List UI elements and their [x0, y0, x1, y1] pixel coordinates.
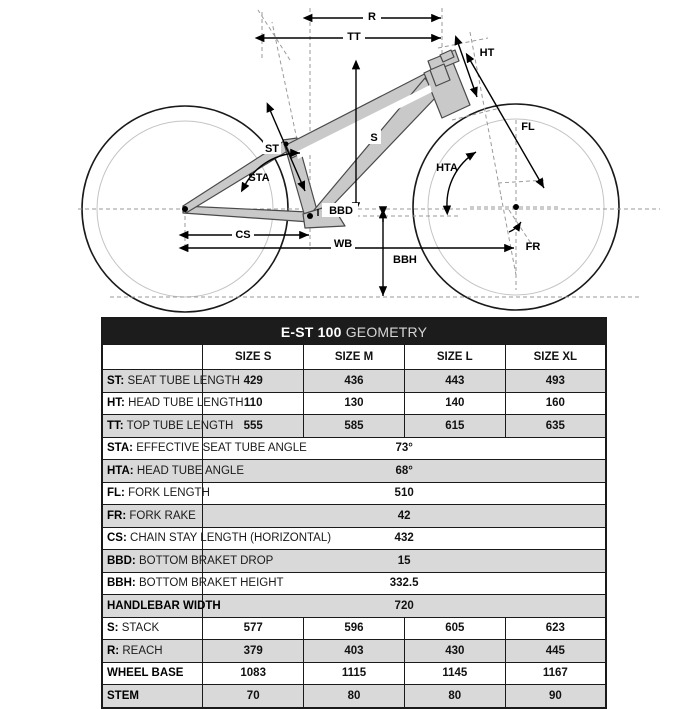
- row-code: HT:: [107, 397, 125, 410]
- row-label-cell: [102, 617, 203, 640]
- row-description: FORK LENGTH: [128, 487, 210, 500]
- row-description: REACH: [122, 644, 163, 657]
- row-description: FORK RAKE: [129, 509, 196, 522]
- row-value-cell: 445: [505, 640, 606, 663]
- geometry-table: [101, 317, 607, 709]
- row-value-cell: 555: [203, 415, 304, 438]
- label-BBD: BBD: [329, 205, 353, 217]
- label-STA: STA: [248, 172, 270, 184]
- row-value-cell: 90: [505, 685, 606, 708]
- row-value-all-sizes: 720: [203, 595, 606, 618]
- row-code: S:: [107, 622, 119, 635]
- label-ST: ST: [264, 143, 280, 155]
- row-value-cell: 80: [404, 685, 505, 708]
- table-header-row: [102, 345, 606, 370]
- table-row: [102, 460, 606, 483]
- table-title-row: [102, 318, 606, 345]
- table-row: [102, 550, 606, 573]
- row-description: HEAD TUBE LENGTH: [128, 397, 244, 410]
- table-row: [102, 482, 606, 505]
- table-row: [102, 370, 606, 393]
- row-code: BBH:: [107, 577, 136, 590]
- bike-diagram-svg: [0, 0, 700, 312]
- row-value-cell: 1083: [203, 662, 304, 685]
- row-value-cell: 130: [304, 392, 405, 415]
- table-row: [102, 685, 606, 708]
- table-row: [102, 595, 606, 618]
- row-code: HTA:: [107, 464, 134, 477]
- row-label-cell: [102, 640, 203, 663]
- row-label-cell: [102, 550, 274, 573]
- row-code: R:: [107, 644, 120, 657]
- header-size-l: SIZE L: [404, 345, 505, 370]
- table-row: [102, 640, 606, 663]
- row-description: STACK: [121, 622, 160, 635]
- row-label-cell: [102, 572, 284, 595]
- row-value-cell: 140: [404, 392, 505, 415]
- row-label-cell: [102, 595, 221, 618]
- row-label-cell: [102, 482, 210, 505]
- header-size-s: SIZE S: [203, 345, 304, 370]
- row-value-cell: 1115: [304, 662, 405, 685]
- row-value-all-sizes: 432: [203, 527, 606, 550]
- row-label-cell: [102, 460, 244, 483]
- row-value-cell: 493: [505, 370, 606, 393]
- row-value-cell: 436: [304, 370, 405, 393]
- row-value-cell: 577: [203, 617, 304, 640]
- row-description: HEAD TUBE ANGLE: [136, 464, 244, 477]
- title-word-geometry: GEOMETRY: [345, 323, 428, 340]
- row-value-cell: 80: [304, 685, 405, 708]
- header-size-xl: SIZE XL: [505, 345, 606, 370]
- row-description: SEAT TUBE LENGTH: [127, 374, 240, 387]
- row-description: STEM: [107, 689, 139, 702]
- table-row: [102, 505, 606, 528]
- row-value-all-sizes: 15: [203, 550, 606, 573]
- row-description: HANDLEBAR WIDTH: [107, 599, 221, 612]
- geometry-table-container: [101, 317, 607, 709]
- row-description: TOP TUBE LENGTH: [126, 419, 234, 432]
- row-label-cell: [102, 437, 307, 460]
- row-code: CS:: [107, 532, 127, 545]
- row-value-cell: 1145: [404, 662, 505, 685]
- row-code: FL:: [107, 487, 125, 500]
- table-row: [102, 527, 606, 550]
- row-description: EFFECTIVE SEAT TUBE ANGLE: [136, 442, 307, 455]
- row-code: TT:: [107, 419, 124, 432]
- table-row: [102, 392, 606, 415]
- geometry-table-body: [102, 370, 606, 708]
- header-size-m: SIZE M: [304, 345, 405, 370]
- label-HT: HT: [479, 47, 495, 59]
- row-value-cell: 160: [505, 392, 606, 415]
- label-BBH: BBH: [393, 254, 417, 266]
- row-value-all-sizes: 42: [203, 505, 606, 528]
- row-label-cell: [102, 392, 244, 415]
- row-value-cell: 585: [304, 415, 405, 438]
- row-label-cell: [102, 662, 203, 685]
- row-value-all-sizes: 68°: [203, 460, 606, 483]
- row-value-cell: 596: [304, 617, 405, 640]
- label-S: S: [370, 132, 378, 144]
- row-value-cell: 1167: [505, 662, 606, 685]
- label-WB: WB: [333, 238, 353, 250]
- row-value-cell: 623: [505, 617, 606, 640]
- header-blank-cell: [102, 345, 203, 370]
- row-description: CHAIN STAY LENGTH (HORIZONTAL): [130, 532, 332, 545]
- row-value-cell: 429: [203, 370, 304, 393]
- row-value-cell: 379: [203, 640, 304, 663]
- label-FL: FL: [521, 121, 535, 133]
- row-description: BOTTOM BRAKET HEIGHT: [138, 577, 284, 590]
- label-FR: FR: [525, 241, 541, 253]
- bicycle-geometry-diagram: [0, 0, 700, 312]
- table-row: [102, 415, 606, 438]
- row-value-cell: 110: [203, 392, 304, 415]
- row-value-cell: 635: [505, 415, 606, 438]
- label-R: R: [368, 11, 376, 23]
- row-label-cell: [102, 505, 203, 528]
- table-title-cell: [102, 318, 606, 345]
- row-value-all-sizes: 510: [203, 482, 606, 505]
- row-label-cell: [102, 685, 203, 708]
- table-row: [102, 617, 606, 640]
- row-value-cell: 403: [304, 640, 405, 663]
- label-CS: CS: [235, 229, 251, 241]
- table-row: [102, 437, 606, 460]
- label-HTA: HTA: [436, 162, 458, 174]
- label-TT: TT: [347, 31, 361, 43]
- row-value-cell: 615: [404, 415, 505, 438]
- row-label-cell: [102, 415, 234, 438]
- row-code: BBD:: [107, 554, 136, 567]
- row-value-cell: 443: [404, 370, 505, 393]
- row-code: STA:: [107, 442, 133, 455]
- table-row: [102, 662, 606, 685]
- row-value-all-sizes: 332.5: [203, 572, 606, 595]
- row-value-cell: 70: [203, 685, 304, 708]
- row-label-cell: [102, 527, 332, 550]
- title-model: E-ST 100: [280, 323, 342, 340]
- row-description: WHEEL BASE: [107, 667, 184, 680]
- row-value-all-sizes: 73°: [203, 437, 606, 460]
- row-code: FR:: [107, 509, 127, 522]
- row-value-cell: 430: [404, 640, 505, 663]
- row-label-cell: [102, 370, 240, 393]
- row-code: ST:: [107, 374, 125, 387]
- row-description: BOTTOM BRAKET DROP: [138, 554, 274, 567]
- row-value-cell: 605: [404, 617, 505, 640]
- table-row: [102, 572, 606, 595]
